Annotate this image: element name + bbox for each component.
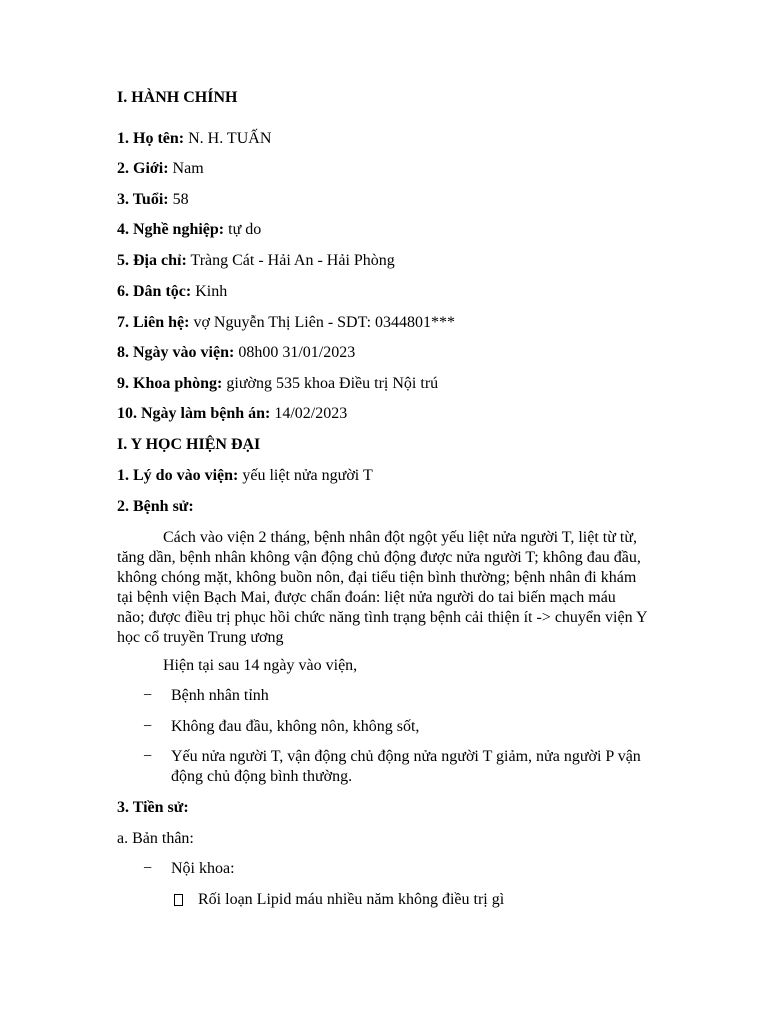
history-paragraph: Cách vào viện 2 tháng, bệnh nhân đột ngột yếu liệt nửa người T, liệt từ từ, tăng dần, bệnh nhân không vận động chủ động được nửa người T; không đau đầu, không chóng mặt, không buồn nôn, đại tiểu tiện bình thường; bệnh nhân đi khám tại bệnh viện Bạch Mai, được chẩn đoán: liệt nửa người do tai biến mạch máu não; được điều trị phục hồi chức năng tình trạng bệnh cải thiện ít -> chuyển viện Y học cổ truyền Trung ương (117, 529, 647, 646)
field-department (117, 374, 438, 394)
field-admission-date (117, 343, 355, 363)
field-value: N. H. TUẤN (184, 130, 272, 147)
field-label: 8. Ngày vào viện: (117, 344, 235, 361)
dash-bullet-icon: − (143, 860, 153, 877)
square-bullet-icon (174, 894, 183, 906)
field-value: 08h00 31/01/2023 (234, 344, 356, 361)
dash-bullet-icon: − (143, 718, 153, 735)
field-value: Tràng Cát - Hải An - Hải Phòng (186, 252, 395, 269)
dash-bullet-icon: − (143, 748, 153, 765)
field-record-date (117, 404, 347, 424)
field-value: yếu liệt nửa người T (238, 467, 373, 484)
field-contact (117, 313, 455, 333)
list-item-text: Không đau đầu, không nôn, không sốt, (171, 718, 420, 735)
field-label: 9. Khoa phòng: (117, 375, 223, 392)
field-label: 1. Họ tên: (117, 130, 185, 147)
field-label: 4. Nghề nghiệp: (117, 221, 225, 238)
field-gender (117, 159, 204, 179)
field-value: Kinh (191, 283, 228, 300)
self-history-label: a. Bản thân: (117, 830, 194, 847)
dash-bullet-icon: − (143, 687, 153, 704)
field-label: 10. Ngày làm bệnh án: (117, 405, 271, 422)
field-value: 58 (168, 191, 189, 208)
past-history-heading: 3. Tiền sử: (117, 799, 189, 816)
field-label: 1. Lý do vào viện: (117, 467, 239, 484)
list-item-text: Nội khoa: (171, 860, 235, 877)
field-value: 14/02/2023 (270, 405, 348, 422)
field-age (117, 190, 189, 210)
sub-list-item-text: Rối loạn Lipid máu nhiều năm không điều trị gì (198, 891, 505, 908)
field-label: 6. Dân tộc: (117, 283, 192, 300)
field-value: Nam (168, 160, 204, 177)
field-label: 7. Liên hệ: (117, 314, 190, 331)
section-heading-modern-medicine: I. Y HỌC HIỆN ĐẠI (117, 436, 261, 453)
field-ethnicity (117, 282, 227, 302)
field-value: giường 535 khoa Điều trị Nội trú (222, 375, 439, 392)
current-status-intro: Hiện tại sau 14 ngày vào viện, (163, 657, 358, 674)
field-label: 3. Tuổi: (117, 191, 169, 208)
list-item-text: Yếu nửa người T, vận động chủ động nửa người T giảm, nửa người P vận động chủ động bình thường. (171, 748, 641, 785)
field-occupation (117, 220, 261, 240)
field-address (117, 251, 395, 271)
list-item-text: Bệnh nhân tỉnh (171, 687, 269, 704)
section-heading-administrative: I. HÀNH CHÍNH (117, 89, 238, 106)
field-value: vợ Nguyễn Thị Liên - SDT: 0344801*** (189, 314, 456, 331)
field-label: 2. Giới: (117, 160, 169, 177)
field-label: 5. Địa chỉ: (117, 252, 187, 269)
history-heading: 2. Bệnh sử: (117, 498, 194, 515)
field-admission-reason (117, 466, 373, 486)
field-value: tự do (224, 221, 262, 238)
field-name (117, 129, 271, 149)
